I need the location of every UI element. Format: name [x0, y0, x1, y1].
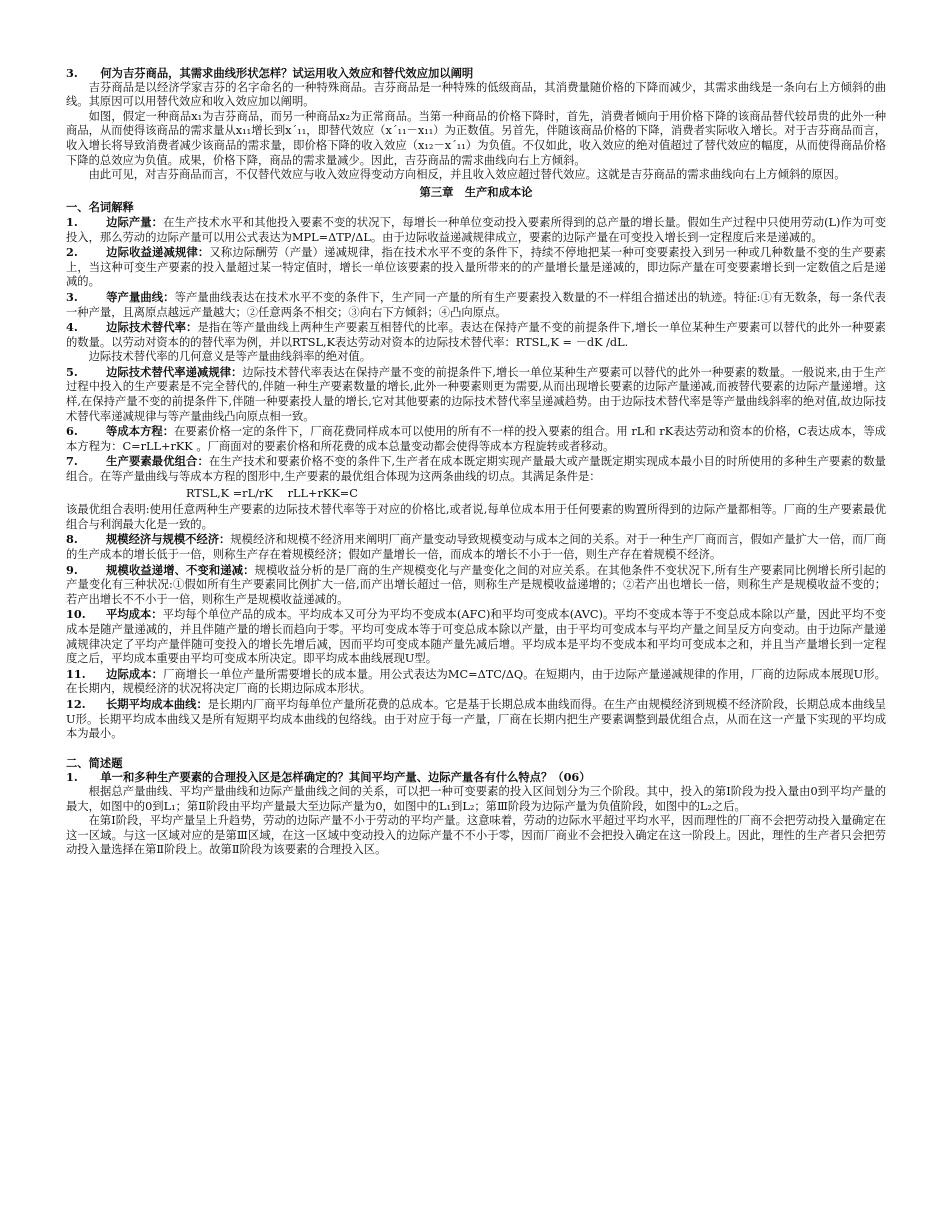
term-entry — [66, 215, 886, 245]
question-heading: 1. 单一和多种生产要素的合理投入区是怎样确定的？其间平均产量、边际产量各有什么特点？（06） — [66, 770, 591, 785]
term-entry — [66, 320, 886, 350]
spacer — [66, 742, 886, 756]
term-entry — [66, 365, 886, 424]
term-entry — [66, 424, 886, 454]
question-heading: 3. 何为吉芬商品，其需求曲线形状怎样？试运用收入效应和替代效应加以阐明 — [66, 66, 474, 80]
term-name: 边际产量： — [106, 214, 164, 229]
section-title: 二、简述题 — [66, 755, 123, 770]
term-text: 在生产技术和要素价格不变的条件下,生产者在成本既定期实现产量最大或产量既定期实现成本最小目的时所使用的多种生产要素的数量组合。在等产量曲线与等成本方程的图形中,生产要素的最优组合体现为这两条曲线的切点。其满足条件是： — [66, 455, 886, 484]
term-entry — [66, 607, 886, 666]
term-entry — [66, 245, 886, 290]
term-number: 6. — [66, 424, 78, 439]
term-name: 平均成本： — [106, 607, 163, 622]
term-text: 在要素价格一定的条件下，厂商花费同样成本可以使用的所有不一样的投入要素的组合。用 rL和 rK表达劳动和资本的价格，C表达成本，等成本方程为：C=rLL+rKK 。厂商面对的要素价格和所花费的成本总量变动都会使得等成本方程旋转或者移动。 — [66, 425, 886, 453]
term-number: 12. — [66, 696, 86, 711]
term-entry — [66, 290, 886, 320]
term-text: 规模收益分析的是厂商的生产规模变化与产量变化之间的对应关系。在其他条件不变状况下,所有生产要素同比例增长所引起的产量变化有三种状况:①假如所有生产要素同比例扩大一倍,而产出增长超过一倍，则称生产是规模收益递增的；②若产出也增长一倍，则称生产是规模收益不变的；若产出增长不不小于一倍，则称生产是规模收益递减的。 — [66, 563, 886, 606]
term-number: 4. — [66, 320, 78, 335]
paragraph: 由此可见，对吉芬商品而言，不仅替代效应与收入效应得变动方向相反，并且收入效应超过替代效应。这就是吉芬商品的需求曲线向右上方倾斜的原因。 — [88, 168, 846, 182]
term-number: 10. — [66, 607, 86, 622]
term-name: 等成本方程： — [106, 424, 175, 439]
term-entry — [66, 532, 886, 562]
paragraph: 在第Ⅰ阶段，平均产量呈上升趋势，劳动的边际产量不小于劳动的平均产量。这意味着，劳动的边际水平超过平均水平，因而理性的厂商不会把劳动投入量确定在这一区域。与这一区域对应的是第Ⅲ区域，在这一区域中变动投入的边际产量不不小于零，因而厂商业不会把投入确定在这一阶段上。因此，理性的生产者只会把劳动投入量选择在第Ⅱ阶段上。故第Ⅱ阶段为该要素的合理投入区。 — [66, 814, 886, 857]
term-number: 5. — [66, 364, 78, 379]
term-text: 又称边际酬劳（产量）递减规律，指在技术水平不变的条件下，持续不停地把某一种可变要素投入到另一种或几种数量不变的生产要素上，当这种可变生产要素的投入量超过某一特定值时，增长一单位该要素的投入量所带来的的产量增长量是递减的，即边际产量在可变要素增长到一定数值之后是递减的。 — [66, 246, 886, 289]
term-text: 是长期内厂商平均每单位产量所花费的总成本。它是基于长期总成本曲线而得。在生产由规模经济到规模不经济阶段，长期总成本曲线呈U形。长期平均成本曲线又是所有短期平均成本曲线的包络线。由于对应于每一产量，厂商在长期内把生产要素调整到最优组合点，从而在这一产量下实现的平均成本为最小。 — [66, 697, 886, 741]
section-title: 一、名词解释 — [66, 200, 134, 215]
term-name: 边际技术替代率： — [106, 320, 198, 335]
term-number: 1. — [66, 214, 78, 229]
term-entry — [66, 563, 886, 608]
paragraph: 根据总产量曲线、平均产量曲线和边际产量曲线之间的关系，可以把一种可变要素的投入区间划分为三个阶段。其中，投入的第Ⅰ阶段为投入量由0到平均产量的最大，如图中的0到L₁；第Ⅱ阶段由平均产量最大至边际产量为0，如图中的L₁到L₂；第Ⅲ阶段为边际产量为负值阶段，如图中的L₂之后。 — [66, 784, 886, 813]
term-number: 7. — [66, 454, 78, 469]
term-name: 规模收益递增、不变和递减： — [106, 562, 255, 577]
term-number: 8. — [66, 532, 78, 547]
term-name: 边际收益递减规律： — [106, 245, 210, 260]
term-text: 厂商增长一单位产量所需要增长的成本量。用公式表达为MC=ΔTC/ΔQ。在短期内，由于边际产量递减规律的作用，厂商的边际成本展现U形。在长期内，规模经济的状况将决定厂商的长期边际成本形状。 — [66, 667, 886, 696]
term-number: 3. — [66, 289, 78, 304]
term-name: 边际技术替代率递减规律： — [106, 364, 243, 379]
term-note: 边际技术替代率的几何意义是等产量曲线斜率的绝对值。 — [88, 350, 372, 364]
term-name: 边际成本： — [106, 666, 164, 681]
term-number: 11. — [66, 666, 86, 681]
term-entry — [66, 667, 886, 697]
term-text: 是指在等产量曲线上两种生产要素互相替代的比率。表达在保持产量不变的前提条件下,增长一单位某种生产要素可以替代的此外一种要素的数量。以劳动对资本的的替代率为例，并以RTSL,K表达劳动对资本的边际技术替代率：RTSL,K = －dK /dL. — [66, 321, 886, 349]
formula: RTSL,K =rL/rK rLL+rKK=C — [186, 486, 358, 500]
term-name: 规模经济与规模不经济： — [106, 532, 231, 547]
paragraph: 该最优组合表明:使用任意两种生产要素的边际技术替代率等于对应的价格比,或者说,每单位成本用于任何要素的购置所得到的边际产量都相等。厂商的生产要素最优组合与利润最大化是一致的。 — [66, 503, 886, 531]
term-text: 规模经济和规模不经济用来阐明厂商产量变动导致规模变动与成本之间的关系。对于一种生产厂商而言，假如产量扩大一倍，而厂商的生产成本的增长低于一倍，则称生产存在着规模经济；假如产量增长一倍，而成本的增长不小于一倍，则生产存在着规模不经济。 — [66, 533, 886, 561]
term-text: 平均每个单位产品的成本。平均成本又可分为平均不变成本(AFC)和平均可变成本(AVC)。平均不变成本等于不变总成本除以产量，因此平均不变成本是随产量递减的，并且伴随产量的增长而趋向于零。平均可变成本等于可变总成本除以产量，由于平均可变成本与平均产量之间呈反方向变动。由于边际产量递减规律决定了平均产量伴随可变投入的增长先增后减，因而平均可变成本随产量先减后增。平均成本是平均不变成本和平均可变成本之和，并且当产量增长到一定程度之后，平均成本重要由平均可变成本所决定。即平均成本曲线展现U型。 — [66, 608, 886, 666]
paragraph: 如图，假定一种商品x₁为吉芬商品，而另一种商品x₂为正常商品。当第一种商品的价格下降时，首先，消费者倾向于用价格下降的该商品替代较昂贵的此外一种商品，从而使得该商品的需求量从x₁₁增长到x´₁₁，即替代效应（x´₁₁－x₁₁）为正数值。另首先，伴随该商品价格的下降，消费者实际收入增长。对于吉芬商品而言，收入增长将导致消费者减少该商品的需求量，即价格下降的收入效应（x₁₂－x´₁₁）为负值。不仅如此，收入效应的绝对值超过了替代效应的幅度，从而使得商品价格下降的总效应为负值。成果，价格下降，商品的需求量减少。因此，吉芬商品的需求曲线向右上方倾斜。 — [66, 109, 886, 167]
term-name: 等产量曲线： — [106, 289, 175, 304]
term-entry — [66, 454, 886, 484]
term-name: 长期平均成本曲线： — [106, 696, 208, 711]
term-text: 在生产技术水平和其他投入要素不变的状况下，每增长一种单位变动投入要素所得到的总产量的增长量。假如生产过程中只使用劳动(L)作为可变投入，那么劳动的边际产量可以用公式表达为MPL=ΔTP/ΔL。由于边际收益递减规律成立，要素的边际产量在可变投入增长到一定程度后来是递减的。 — [66, 215, 886, 244]
paragraph: 吉芬商品是以经济学家吉芬的名字命名的一种特殊商品。吉芬商品是一种特殊的低级商品，其消费量随价格的下降而减少，其需求曲线是一条向右上方倾斜的曲线。其原因可以用替代效应和收入效应加以阐明。 — [66, 80, 886, 109]
term-text: 等产量曲线表达在技术水平不变的条件下，生产同一产量的所有生产要素投入数量的不一样组合描述出的轨迹。特征:①有无数条，每一条代表一种产量，且离原点越远产量越大；②任意两条不相交；③向右下方倾斜；④凸向原点。 — [66, 290, 886, 319]
chapter-title: 第三章 生产和成本论 — [419, 184, 533, 199]
term-entry — [66, 697, 886, 742]
term-text: 边际技术替代率表达在保持产量不变的前提条件下,增长一单位某种生产要素可以替代的此外一种要素的数量。一般说来,由于生产过程中投入的生产要素是不完全替代的,伴随一种生产要素数量的增长,此外一种要素则更为需要,从而出现增长要素的边际产量递减,而被替代要素的边际产量递增。这样,在保持产量不变的前提条件下,伴随一种要素投人量的增长,它对其他要素的边际技术替代率呈递减趋势。由于边际技术替代率是等产量曲线斜率的绝对值,故边际技术替代率递减规律与等产量曲线凸向原点相一致。 — [66, 365, 886, 423]
term-number: 9. — [66, 562, 78, 577]
term-name: 生产要素最优组合： — [106, 454, 209, 469]
term-number: 2. — [66, 245, 78, 260]
term-list — [66, 215, 886, 742]
document-page — [66, 66, 886, 858]
